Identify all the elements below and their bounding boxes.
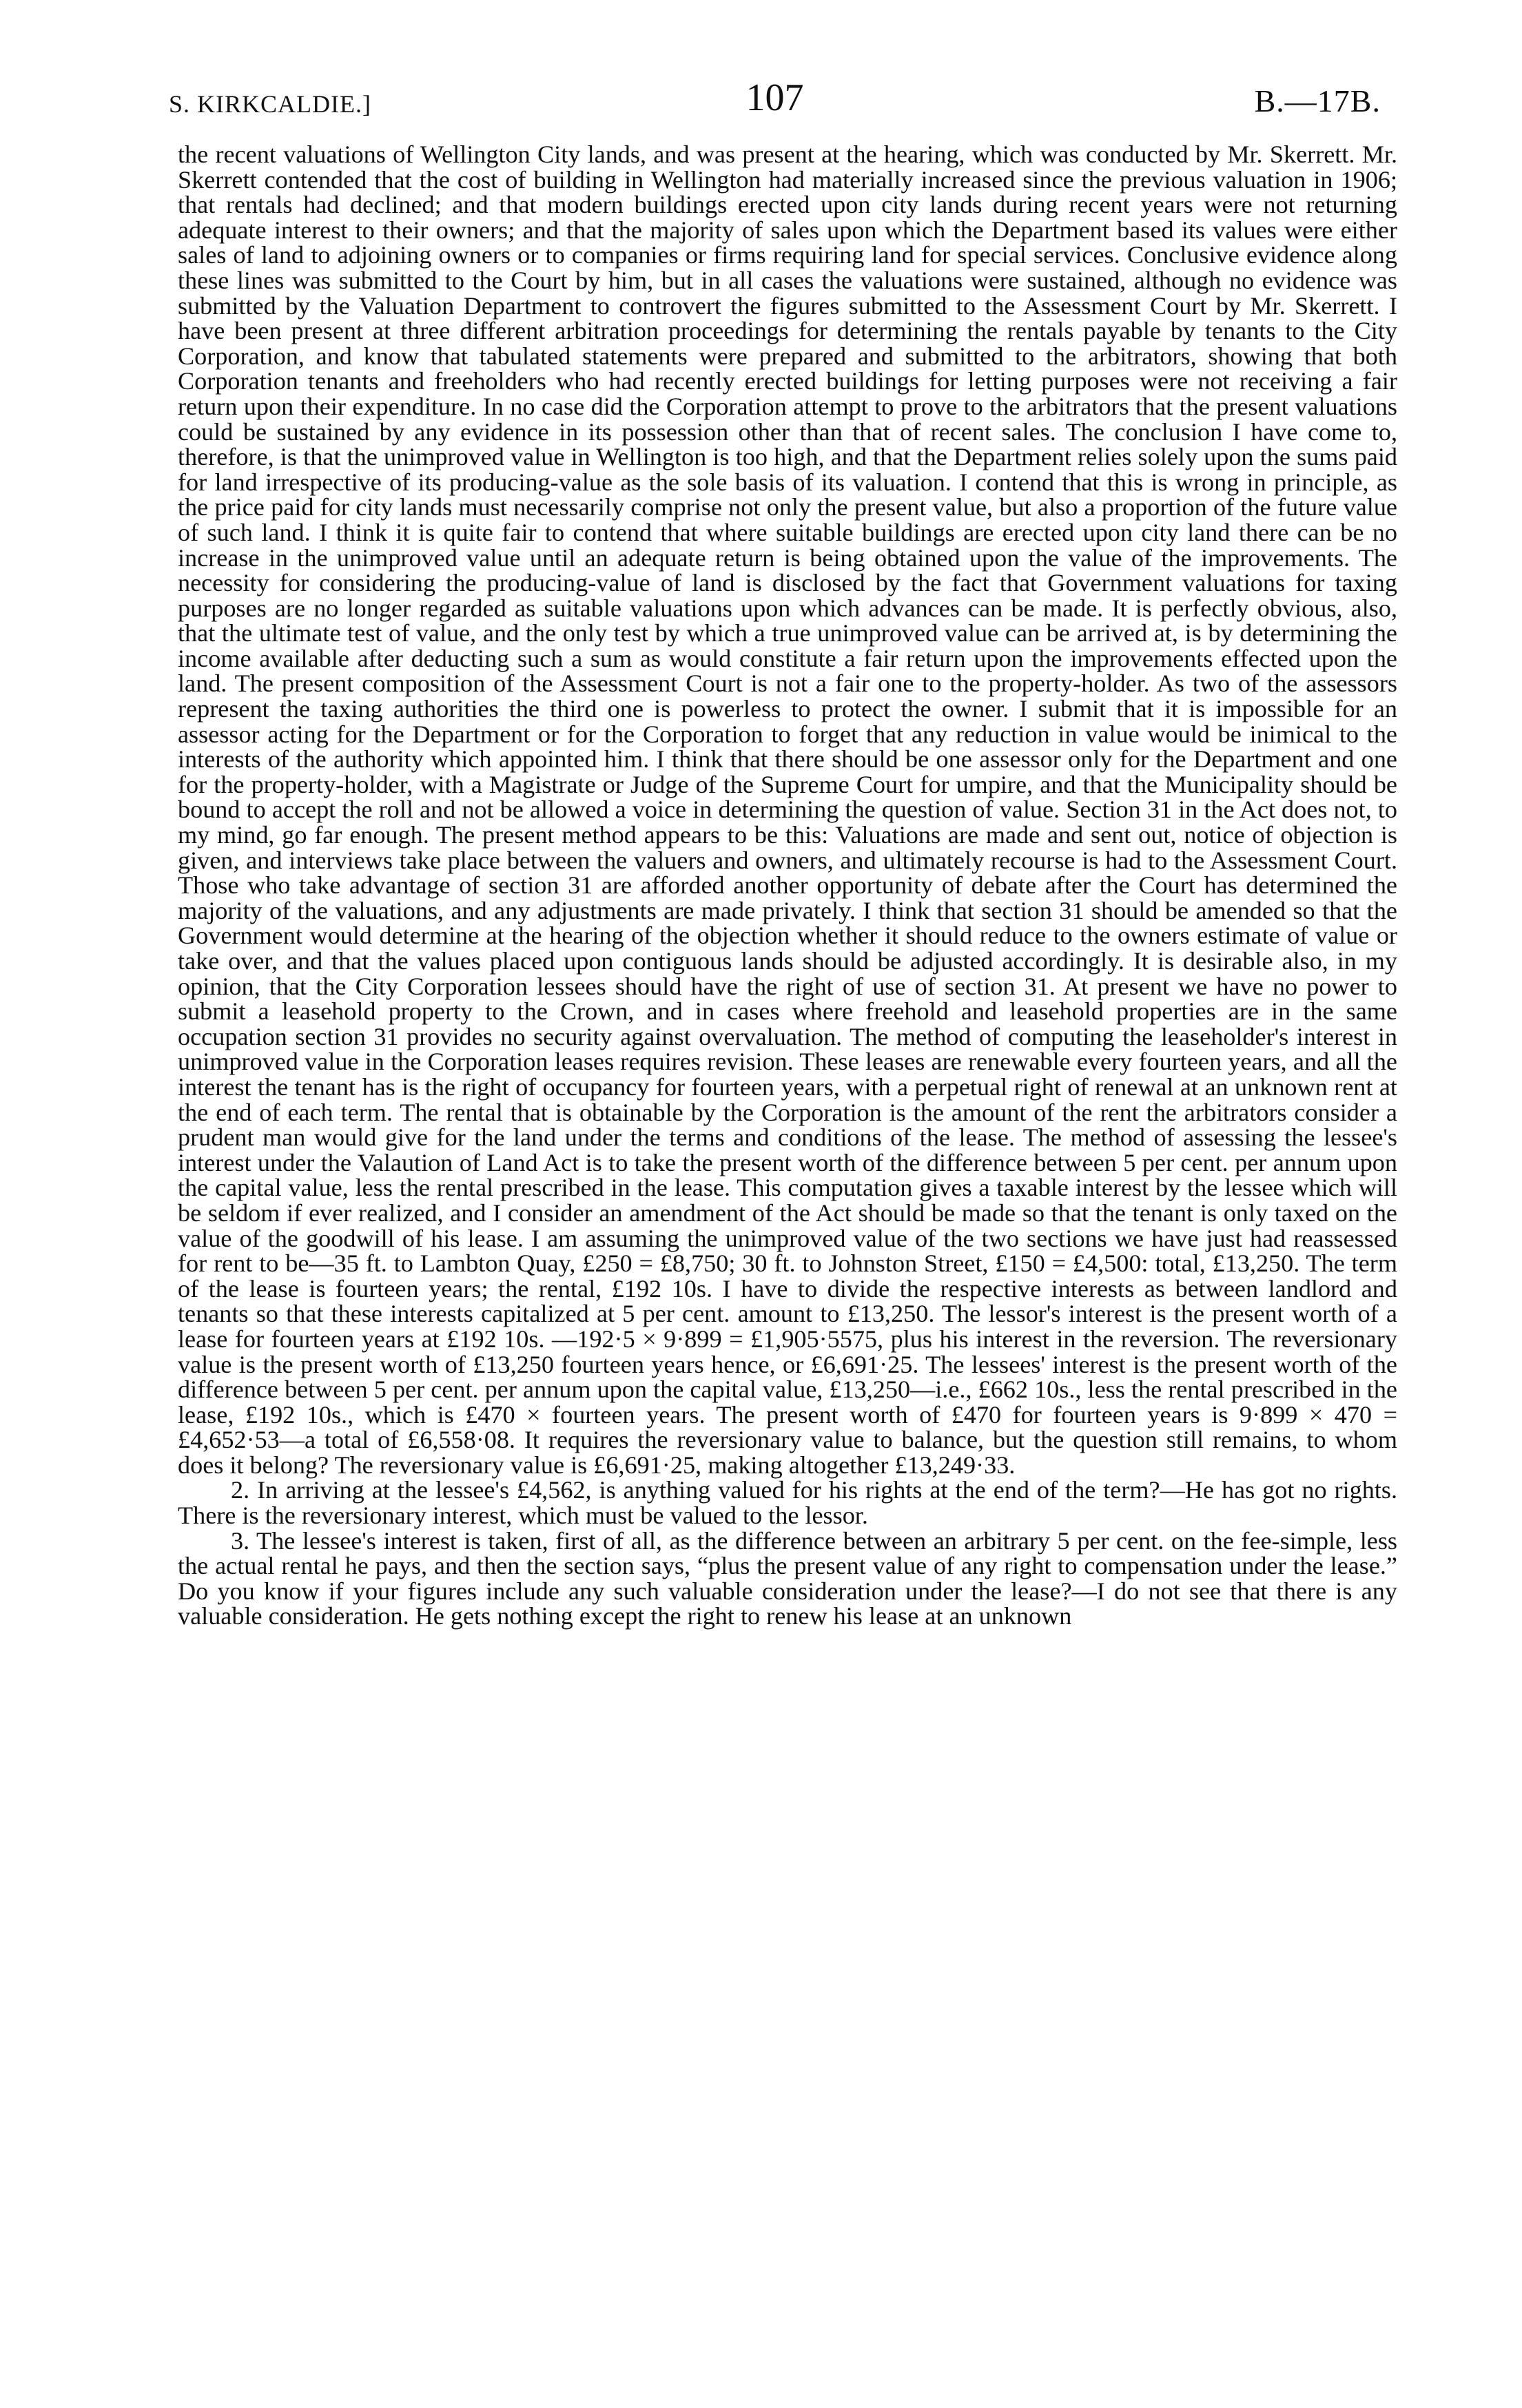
witness-name: S. KIRKCALDIE.]: [169, 90, 371, 118]
document-reference: B.—17B.: [1254, 83, 1381, 118]
page-header: [169, 68, 1381, 129]
page-number: 107: [745, 76, 804, 119]
page-body: [178, 142, 1397, 1629]
paragraph-question-3: 3. The lessee's interest is taken, first of all, as the difference between an arbitrary 5 per cent. on the fee-simple, less the actual rental he pays, and then the section says, “plus the present value of any right to compensation under the lease.” Do you know if your figures include any such valuable consideration under the lease?—I do not see that there is any valuable consideration. He gets nothing except the right to renew his lease at an unknown: [178, 1526, 1397, 1630]
paragraph-question-2: 2. In arriving at the lessee's £4,562, is anything valued for his rights at the end of the term?—He has got no rights. There is the reversionary interest, which must be valued to the lessor.: [178, 1476, 1397, 1530]
paragraph-answer-continued: the recent valuations of Wellington City lands, and was present at the hearing, which was conducted by Mr. Skerrett. Mr. Skerrett contended that the cost of building in Wellington had materially increased since the previous valuation in 1906; that rentals had declined; and that modern buildings erected upon city lands during recent years were not returning adequate interest to their owners; and that the majority of sales upon which the Department based its values were either sales of land to adjoining owners or to companies or firms requiring land for special services. Conclusive evidence along these lines was submitted to the Court by him, but in all cases the valuations were sustained, although no evidence was submitted by the Valuation Department to controvert the figures submitted to the Assessment Court by Mr. Skerrett. I have been present at three different arbitration proceedings for determining the rentals payable by tenants to the City Corporation, and know that tabulated statements were prepared and submitted to the arbitrators, showing that both Corporation tenants and freeholders who had recently erected buildings for letting purposes were not receiving a fair return upon their expenditure. In no case did the Corporation attempt to prove to the arbitrators that the present valuations could be sustained by any evidence in its possession other than that of recent sales. The conclusion I have come to, therefore, is that the unimproved value in Wellington is too high, and that the Department relies solely upon the sums paid for land irrespective of its producing-value as the sole basis of its valuation. I contend that this is wrong in principle, as the price paid for city lands must necessarily comprise not only the present value, but also a proportion of the future value of such land. I think it is quite fair to contend that where suitable buildings are erected upon city land there can be no increase in the unimproved value until an adequate return is being obtained upon the value of the improvements. The necessity for considering the producing-value of land is disclosed by the fact that Government valuations for taxing purposes are no longer regarded as suitable valuations upon which advances can be made. It is perfectly obvious, also, that the ultimate test of value, and the only test by which a true unimproved value can be arrived at, is by determining the income available after deducting such a sum as would constitute a fair return upon the improvements effected upon the land. The present composition of the Assessment Court is not a fair one to the property-holder. As two of the assessors represent the taxing authorities the third one is powerless to protect the owner. I submit that it is impossible for an assessor acting for the Department or for the Corporation to forget that any reduction in value would be inimical to the interests of the authority which appointed him. I think that there should be one assessor only for the Department and one for the property-holder, with a Magistrate or Judge of the Supreme Court for umpire, and that the Municipality should be bound to accept the roll and not be allowed a voice in determining the question of value. Section 31 in the Act does not, to my mind, go far enough. The present method appears to be this: Valuations are made and sent out, notice of objection is given, and interviews take place between the valuers and owners, and ultimately recourse is had to the Assessment Court. Those who take advantage of section 31 are afforded another opportunity of debate after the Court has determined the majority of the valuations, and any adjustments are made privately. I think that section 31 should be amended so that the Government would determine at the hearing of the objection whether it should reduce to the owners estimate of value or take over, and that the values placed upon contiguous lands should be adjusted accordingly. It is desirable also, in my opinion, that the City Corporation lessees should have the right of use of section 31. At present we have no power to submit a leasehold property to the Crown, and in cases where freehold and leasehold properties are in the same occupation section 31 provides no security against overvaluation. The method of computing the leaseholder's interest in unimproved value in the Corporation leases requires revision. These leases are renewable every fourteen years, and all the interest the tenant has is the right of occupancy for fourteen years, with a perpetual right of renewal at an unknown rent at the end of each term. The rental that is obtainable by the Corporation is the amount of the rent the arbitrators consider a prudent man would give for the land under the terms and conditions of the lease. The method of assessing the lessee's interest under the Valaution of Land Act is to take the present worth of the difference between 5 per cent. per annum upon the capital value, less the rental prescribed in the lease. This computation gives a taxable interest by the lessee which will be seldom if ever realized, and I consider an amendment of the Act should be made so that the tenant is only taxed on the value of the goodwill of his lease. I am assuming the unimproved value of the two sections we have just had reassessed for rent to be—35 ft. to Lambton Quay, £250 = £8,750; 30 ft. to Johnston Street, £150 = £4,500: total, £13,250. The term of the lease is fourteen years; the rental, £192 10s. I have to divide the respective interests as between landlord and tenants so that these interests capitalized at 5 per cent. amount to £13,250. The lessor's interest is the present worth of a lease for fourteen years at £192 10s. —192·5 × 9·899 = £1,905·5575, plus his interest in the reversion. The reversionary value is the present worth of £13,250 fourteen years hence, or £6,691·25. The lessees' interest is the present worth of the difference between 5 per cent. per annum upon the capital value, £13,250—i.e., £662 10s., less the rental prescribed in the lease, £192 10s., which is £470 × fourteen years. The present worth of £470 for fourteen years is 9·899 × 470 = £4,652·53—a total of £6,558·08. It requires the reversionary value to balance, but the question still remains, to whom does it belong? The reversionary value is £6,691·25, making altogether £13,249·33.: [178, 141, 1397, 1479]
